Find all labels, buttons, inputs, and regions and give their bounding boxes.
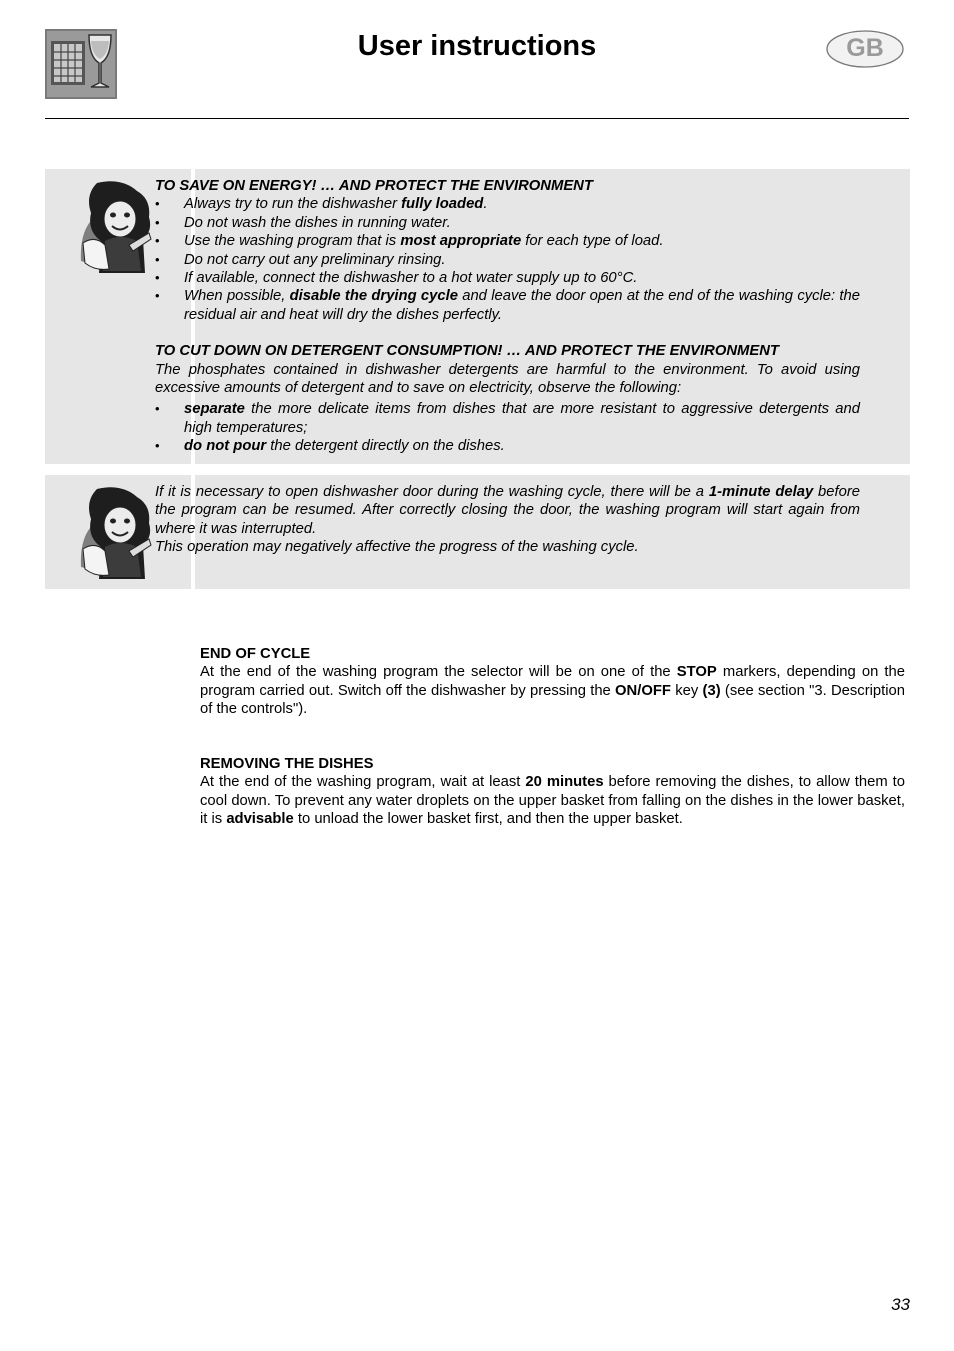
header-rule <box>45 118 909 119</box>
list-item: • Do not wash the dishes in running water. <box>155 214 860 232</box>
end-of-cycle-heading: END OF CYCLE <box>200 646 311 662</box>
detergent-intro: The phosphates contained in dishwasher detergents are harmful to the environment. To avoid using excessive amounts of detergent and to save on electricity, observe the following: <box>155 361 860 397</box>
list-item: • Use the washing program that is most appropriate for each type of load. <box>155 232 860 250</box>
list-item: • If available, connect the dishwasher to a hot water supply up to 60°C. <box>155 269 860 287</box>
end-of-cycle-section <box>200 645 905 719</box>
page-number: 33 <box>891 1295 910 1314</box>
energy-tips-list <box>155 195 860 324</box>
removing-dishes-section <box>200 755 905 829</box>
page-title: User instructions <box>357 30 597 62</box>
language-badge: GB <box>826 30 904 68</box>
list-item: • do not pour the detergent directly on the dishes. <box>155 437 860 455</box>
list-item: • separate the more delicate items from dishes that are more resistant to aggressive detergents and high temperatures; <box>155 400 860 437</box>
energy-heading: TO SAVE ON ENERGY! … AND PROTECT THE ENVIRONMENT <box>155 178 593 194</box>
door-delay-text <box>155 483 860 557</box>
delay-note: This operation may negatively affective the progress of the washing cycle. <box>155 539 639 556</box>
list-item: • When possible, disable the drying cycle and leave the door open at the end of the washing cycle: the residual air and heat will dry the dishes perfectly. <box>155 287 860 324</box>
removing-dishes-heading: REMOVING THE DISHES <box>200 756 374 772</box>
end-of-cycle-paragraph: At the end of the washing program the selector will be on one of the STOP markers, depending on the program carried out. Switch off the dishwasher by pressing the ON/OFF key (3) (see section "3. Description of the controls"). <box>200 664 905 718</box>
detergent-heading: TO CUT DOWN ON DETERGENT CONSUMPTION! … AND PROTECT THE ENVIRONMENT <box>155 343 779 360</box>
list-item: • Always try to run the dishwasher fully loaded. <box>155 195 860 213</box>
removing-dishes-paragraph: At the end of the washing program, wait at least 20 minutes before removing the dishes, to allow them to cool down. To prevent any water droplets on the upper basket from falling on the dishes in the lower basket, it is advisable to unload the lower basket first, and then the upper basket. <box>200 774 906 828</box>
detergent-list <box>155 400 860 455</box>
energy-tips-text <box>155 177 860 456</box>
delay-paragraph: If it is necessary to open dishwasher door during the washing cycle, there will be a 1-minute delay before the program can be resumed. After correctly closing the door, the washing program will start again from where it was interrupted. <box>155 484 861 537</box>
mascot-woman-icon <box>79 487 161 582</box>
list-item: • Do not carry out any preliminary rinsing. <box>155 251 860 269</box>
mascot-woman-icon <box>79 181 161 276</box>
